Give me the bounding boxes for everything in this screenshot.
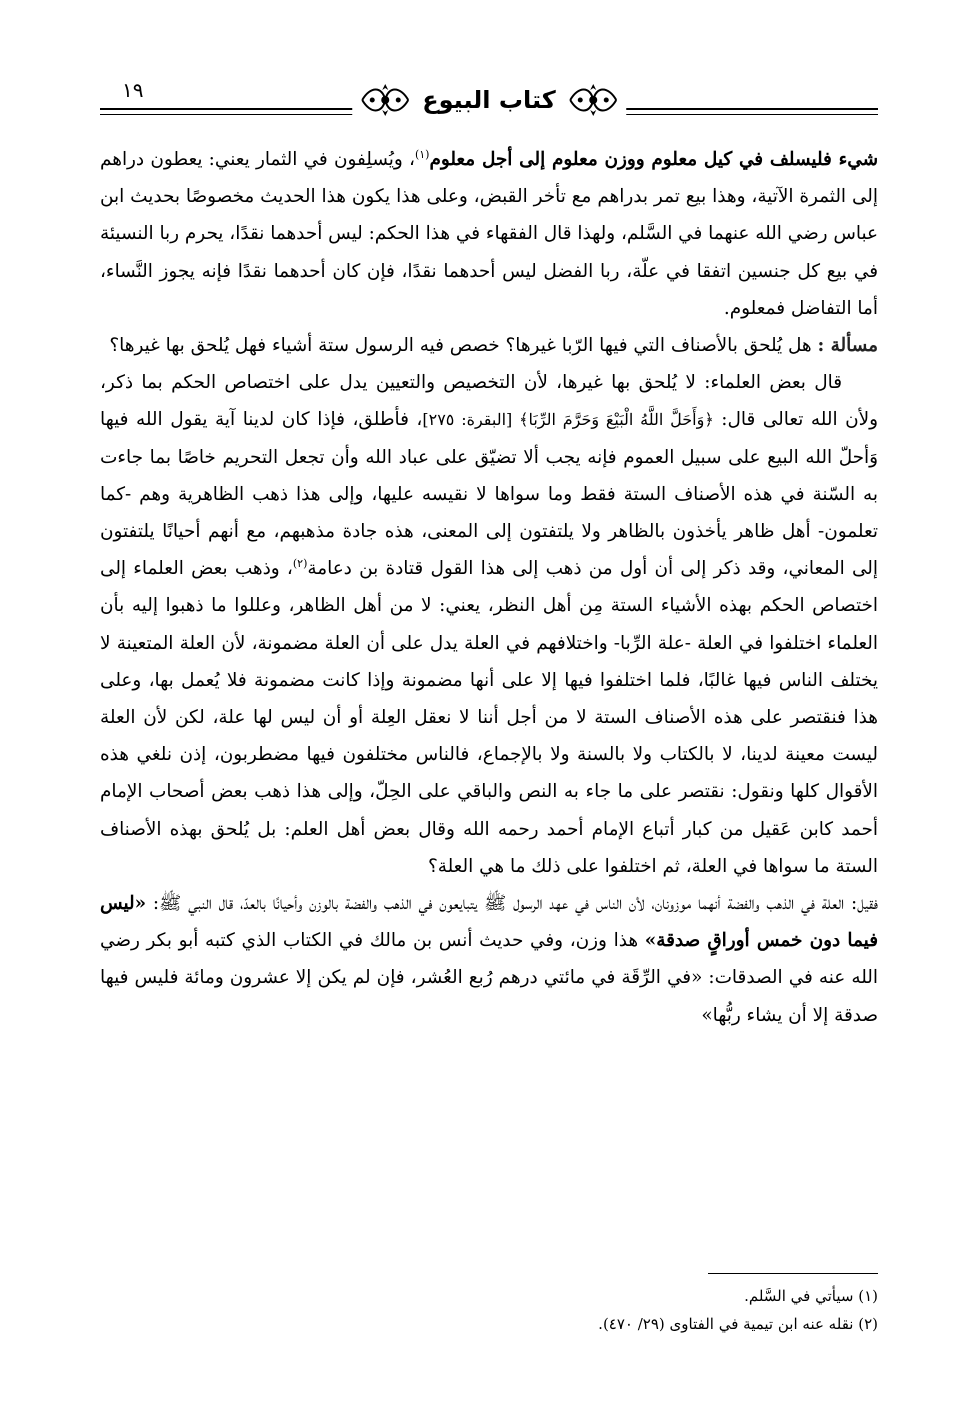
masala-label: مسألة : bbox=[817, 335, 878, 357]
footnote-2: (٢) نقله عنه ابن تيمية في الفتاوى (٢٩/ ٤٧٠). bbox=[598, 1315, 878, 1333]
footnote-divider bbox=[708, 1273, 878, 1274]
header-title-box bbox=[352, 80, 626, 120]
paragraph-3-text-c: ، وذهب بعض العلماء إلى اختصاص الحكم بهذه الأشياء الستة مِن أهل النظر، يعني: لا من أهل الظاهر، وعللوا ما ذهبوا إليه بأن العلماء اختلفوا في العلة -علة الرِّبا- واختلافهم في العلة يدل على أن العلة مضمونة، لأن العلة المتعينة لا يختلف الناس فيها غالبًا، فلما اختلفوا فيها إلا على أنها مضمونة وإذا كانت مضمونة فلا يُعمل بها، وعلى هذا فنقتصر على هذه الأصناف الستة لا من أجل أننا لا نعقل العِلة أو أن ليس لها علة، لكن لأن العلة ليست معينة لدينا، لا بالكتاب ولا بالسنة ولا بالإجماع، فالناس مختلفون فيها مضطربون، إذن نلغي هذه الأقوال كلها ونقول: نقتصر على ما جاء به النص والباقي على الحِلّ، وإلى هذا ذهب بعض أصحاب الإمام أحمد كابن عَقيل من كبار أتباع الإمام أحمد رحمه الله وقال بعض أهل العلم: بل يُلحق بهذه الأصناف الستة ما سواها في العلة، ثم اختلفوا على ذلك ما هي العلة؟ bbox=[100, 558, 878, 877]
paragraph-2-text: هل يُلحق بالأصناف التي فيها الرّبا غيرها؟ خصص فيه الرسول ستة أشياء فهل يُلحق بها غيرها؟ bbox=[109, 335, 812, 357]
paragraph-3-text-a: قال بعض العلماء: لا يُلحق بها غيرها، لأن التخصيص والتعيين يدل على اختصاص الحكم بما ذكر، ولأن الله تعالى قال: bbox=[100, 372, 878, 431]
paragraph-4-text-b: هذا وزن، وفي حديث أنس بن مالك في الكتاب الذي كتبه أبو بكر رضي الله عنه في الصدقات: «في الرِّقَة في مائتي درهم رُبع العُشر، فإن لم يكن إلا عشرون ومائة فليس فيها صدقة إلا أن يشاء ربُّها» bbox=[100, 930, 878, 1026]
footnote-ref-2: (٢) bbox=[292, 557, 308, 571]
hadith-lead: شيء فليسلف في كيل معلوم ووزن معلوم إلى أجل معلوم bbox=[429, 149, 878, 170]
page-header bbox=[100, 74, 878, 126]
paragraph-4 bbox=[100, 885, 878, 1034]
main-text bbox=[100, 141, 878, 1034]
paragraph-1-text: ، ويُسلِفون في الثمار يعني: يعطون دراهم إلى الثمرة الآتية، وهذا بيع تمر بدراهم مع تأخر القبض، وعلى هذا يكون هذا الحديث مخصوصًا بحديث ابن عباس رضي الله عنهما في السَّلم، ولهذا قال الفقهاء في هذا الحكم: ليس أحدهما نقدًا، يحرم ربا النسيئة في بيع كل جنسين اتفقا في علّة، ربا الفضل ليس أحدهما نقدًا، فإن كان أحدهما نقدًا فإنه يجوز النَّساء، أما التفاضل فمعلوم. bbox=[99, 149, 878, 319]
paragraph-3 bbox=[100, 364, 878, 885]
paragraph-1 bbox=[100, 141, 878, 327]
hadith-quote: «ليس فيما دون خمس أوراقٍ صدقة» bbox=[100, 893, 878, 952]
ornament-right-icon bbox=[360, 80, 410, 120]
footnote-1: (١) سيأتي في السَّلم. bbox=[744, 1287, 878, 1305]
footnote-ref-1: (١) bbox=[414, 147, 430, 161]
header-title: كتاب البيوع bbox=[422, 86, 556, 114]
paragraph-4-text-a: فقيل: العلة في الذهب والفضة أنهما موزونان، لأن الناس في عهد الرسول ﷺ يتبايعون في الذهب والفضة بالوزن وأحيانًا بالعدّ، قال النبي ﷺ: bbox=[146, 893, 878, 915]
ornament-left-icon bbox=[568, 80, 618, 120]
page-number: ١٩ bbox=[118, 78, 147, 102]
paragraph-2 bbox=[100, 327, 878, 364]
paragraph-3-text-b: ، فأطلق، فإذا كان لدينا آية يقول الله فيها وَأحلّ الله البيع على سبيل العموم فإنه يجب ألا تضيّق على عباد الله وأن تجعل التحريم خاصًا بما جاءت به السّنة في هذه الأصناف الستة فقط وما سواها لا نقيسه عليها، وإلى هذا ذهب الظاهرية وهم -كما تعلمون- أهل ظاهر يأخذون بالظاهر ولا يلتفتون إلى المعنى، هذه جادة مذهبهم، مع أنهم أحيانًا يلتفتون إلى المعاني، وقد ذكر إلى أن أول من ذهب إلى هذا القول قتادة بن دعامة bbox=[100, 409, 878, 580]
footnotes bbox=[100, 1282, 878, 1338]
quran-verse: ﴿وَأَحَلَّ اللَّهُ الْبَيْعَ وَحَرَّمَ الرِّبَا﴾ [البقرة: ٢٧٥] bbox=[422, 410, 714, 430]
